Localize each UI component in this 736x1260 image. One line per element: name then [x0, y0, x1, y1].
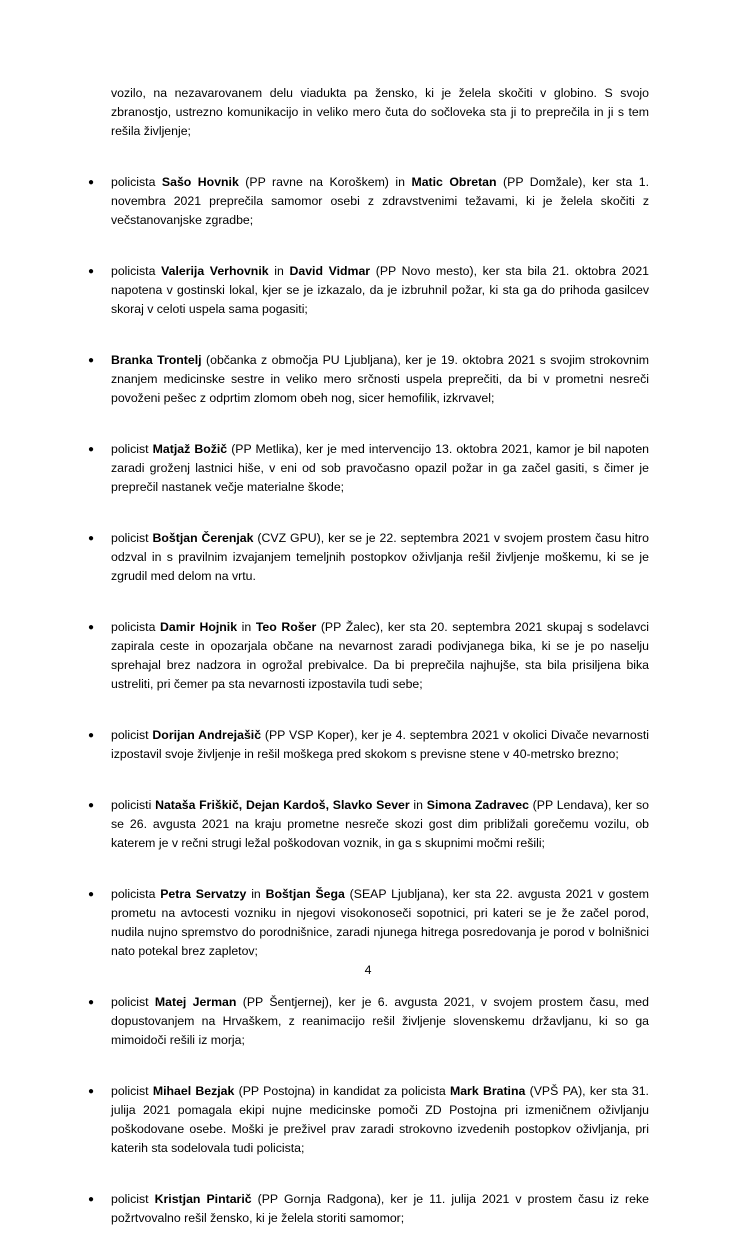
bullet-icon: ●	[87, 355, 95, 366]
list-item	[87, 726, 649, 764]
person-name: Matej Jerman	[154, 995, 237, 1009]
text-segment: policist	[111, 531, 153, 545]
person-name: Teo Rošer	[255, 620, 317, 634]
list-item	[87, 1190, 649, 1228]
list-item	[87, 351, 649, 408]
bullet-icon: ●	[87, 266, 95, 277]
person-name: Boštjan Šega	[265, 887, 345, 901]
person-name: Sašo Hovnik	[161, 175, 239, 189]
list-item-text	[111, 993, 649, 1050]
text-segment: (PP Metlika), ker je med intervencijo 13. oktobra 2021, kamor je bil napoten zaradi groženj lastnici hiše, v eni od sob pravočasno opazil požar in ga začel gasiti, s čimer je preprečil nastanek večje materialne škode;	[111, 442, 649, 494]
bullet-icon: ●	[87, 622, 95, 633]
person-name: Matic Obretan	[411, 175, 497, 189]
person-name: Branka Trontelj	[111, 353, 202, 367]
text-segment: policista	[111, 175, 162, 189]
person-name: Matjaž Božič	[152, 442, 228, 456]
text-segment: (PP Postojna) in kandidat za policista	[234, 1084, 450, 1098]
text-segment: (PP Šentjernej), ker je 6. avgusta 2021, v svojem prostem času, med dopustovanjem na Hrvaškem, z reanimacijo rešil življenje slovenskemu državljanu, ki so ga mimoidoči rešili iz morja;	[111, 995, 649, 1047]
bullet-icon: ●	[87, 177, 95, 188]
person-name: Dorijan Andrejašič	[152, 728, 262, 742]
text-segment: (VPŠ PA), ker sta 31. julija 2021 pomagala ekipi nujne medicinske pomoči ZD Postojna pri izmeničnem oživljanju poškodovane osebe. Moški je preživel prav zaradi strokovno izvedenih postopkov oživljanja, pri katerih sta sodelovala tudi policista;	[111, 1084, 649, 1155]
bullet-icon: ●	[87, 1194, 95, 1205]
person-name: Mark Bratina	[449, 1084, 526, 1098]
list-item	[87, 262, 650, 319]
text-segment: (občanka z območja PU Ljubljana), ker je 19. oktobra 2021 s svojim strokovnim znanjem medicinske sestre in veliko mero srčnosti uspela preprečiti, da bi v prometni nesreči povoženi pešec z odprtim zlomom obeh nog, sicer hemofilik, izkrvavel;	[111, 353, 649, 405]
person-name: Simona Zadravec	[426, 798, 529, 812]
list-item	[87, 993, 649, 1050]
list-item	[87, 796, 649, 853]
text-segment: policisti	[111, 798, 156, 812]
bullet-icon: ●	[87, 730, 95, 741]
text-segment: in	[246, 887, 266, 901]
list-item-text	[111, 440, 649, 497]
person-name: Boštjan Čerenjak	[152, 531, 254, 545]
award-list	[87, 173, 650, 1228]
text-segment: in	[237, 620, 256, 634]
list-item	[87, 173, 650, 230]
text-segment: policist	[111, 728, 153, 742]
text-segment: (PP Lendava), ker so se 26. avgusta 2021 na kraju prometne nesreče skozi gost dim približali gorečemu vozilu, ob katerem je v rečni strugi ležal poškodovan voznik, in ga s skupnimi močmi rešili;	[111, 798, 649, 850]
person-name: Valerija Verhovnik	[161, 264, 269, 278]
list-item	[87, 885, 650, 961]
page-number: 4	[364, 963, 372, 977]
text-segment: policist	[111, 442, 153, 456]
person-name: Damir Hojnik	[160, 620, 238, 634]
list-item-text	[111, 529, 649, 586]
list-item-text	[111, 262, 649, 319]
text-segment: (PP Novo mesto), ker sta bila 21. oktobra 2021 napotena v gostinski lokal, kjer se je izkazalo, da je izbruhnil požar, ki sta ga do prihoda gasilcev skoraj v celoti uspela sama pogasiti;	[111, 264, 650, 316]
list-item	[87, 529, 649, 586]
person-name: Petra Servatzy	[160, 887, 247, 901]
list-item-text	[111, 618, 649, 694]
person-name: Nataša Friškič, Dejan Kardoš, Slavko Sever	[155, 798, 410, 812]
list-item	[87, 440, 649, 497]
text-segment: policist	[111, 1084, 153, 1098]
text-segment: (SEAP Ljubljana), ker sta 22. avgusta 2021 v gostem prometu na avtocesti vozniku in njegovi visokonoseči sopotnici, pri kateri se je že začel porod, nudila nujno spremstvo do porodnišnice, zaradi njunega hitrega posredovanja je porod v bolnišnici nato potekal brez zapletov;	[111, 887, 650, 958]
list-item-text	[111, 796, 649, 853]
text-segment: policista	[111, 887, 161, 901]
text-segment: (PP VSP Koper), ker je 4. septembra 2021 v okolici Divače nevarnosti izpostavil svoje življenje in rešil moškega pred skokom s previsne stene v 40-metrsko brezno;	[111, 728, 649, 761]
text-segment: (PP ravne na Koroškem) in	[238, 175, 412, 189]
text-segment: (PP Gornja Radgona), ker je 11. julija 2021 v prostem času iz reke požrtvovalno rešil žensko, ki je želela storiti samomor;	[111, 1192, 649, 1225]
text-segment: policist	[111, 995, 155, 1009]
list-item-text	[111, 1082, 649, 1158]
list-item-text	[111, 173, 649, 230]
bullet-icon: ●	[87, 1086, 95, 1097]
list-item-text	[111, 726, 649, 764]
text-segment: policista	[111, 264, 162, 278]
text-segment: in	[409, 798, 427, 812]
person-name: Mihael Bezjak	[152, 1084, 235, 1098]
person-name: David Vidmar	[289, 264, 371, 278]
bullet-icon: ●	[87, 800, 95, 811]
list-item-text	[111, 885, 649, 961]
list-item-text	[111, 351, 649, 408]
text-segment: policist	[111, 1192, 155, 1206]
text-segment: (PP Domžale), ker sta 1. novembra 2021 preprečila samomor osebi z zdravstvenimi težavami, ki je želela skočiti z večstanovanjske zgradbe;	[111, 175, 650, 227]
bullet-icon: ●	[87, 889, 95, 900]
bullet-icon: ●	[87, 444, 95, 455]
bullet-icon: ●	[87, 997, 95, 1008]
list-item-text	[111, 1190, 649, 1228]
intro-paragraph: vozilo, na nezavarovanem delu viadukta pa žensko, ki je želela skočiti v globino. S svojo zbranostjo, ustrezno komunikacijo in veliko mero čuta do sočloveka sta ji to preprečila in ji s tem rešila življenje;	[111, 86, 649, 138]
bullet-icon: ●	[87, 533, 95, 544]
list-item	[87, 1082, 649, 1158]
text-segment: in	[268, 264, 290, 278]
text-segment: (PP Žalec), ker sta 20. septembra 2021 skupaj s sodelavci zapirala ceste in opozarjala občane na nevarnost zaradi podivjanega bika, ki se je po naselju sprehajal brez nadzora in ogrožal prebivalce. Da bi preprečila najhujše, sta bila prisiljena bika ustreliti, pri čemer pa sta nevarnosti izpostavila tudi sebe;	[111, 620, 650, 691]
person-name: Kristjan Pintarič	[154, 1192, 252, 1206]
page-content	[87, 84, 650, 1260]
text-segment: (CVZ GPU), ker se je 22. septembra 2021 v svojem prostem času hitro odzval in s pravilnim izvajanjem temeljnih postopkov oživljanja rešil življenje moškemu, ki se je zgrudil med delom na vrtu.	[111, 531, 649, 583]
text-segment: policista	[111, 620, 161, 634]
list-item	[87, 618, 650, 694]
